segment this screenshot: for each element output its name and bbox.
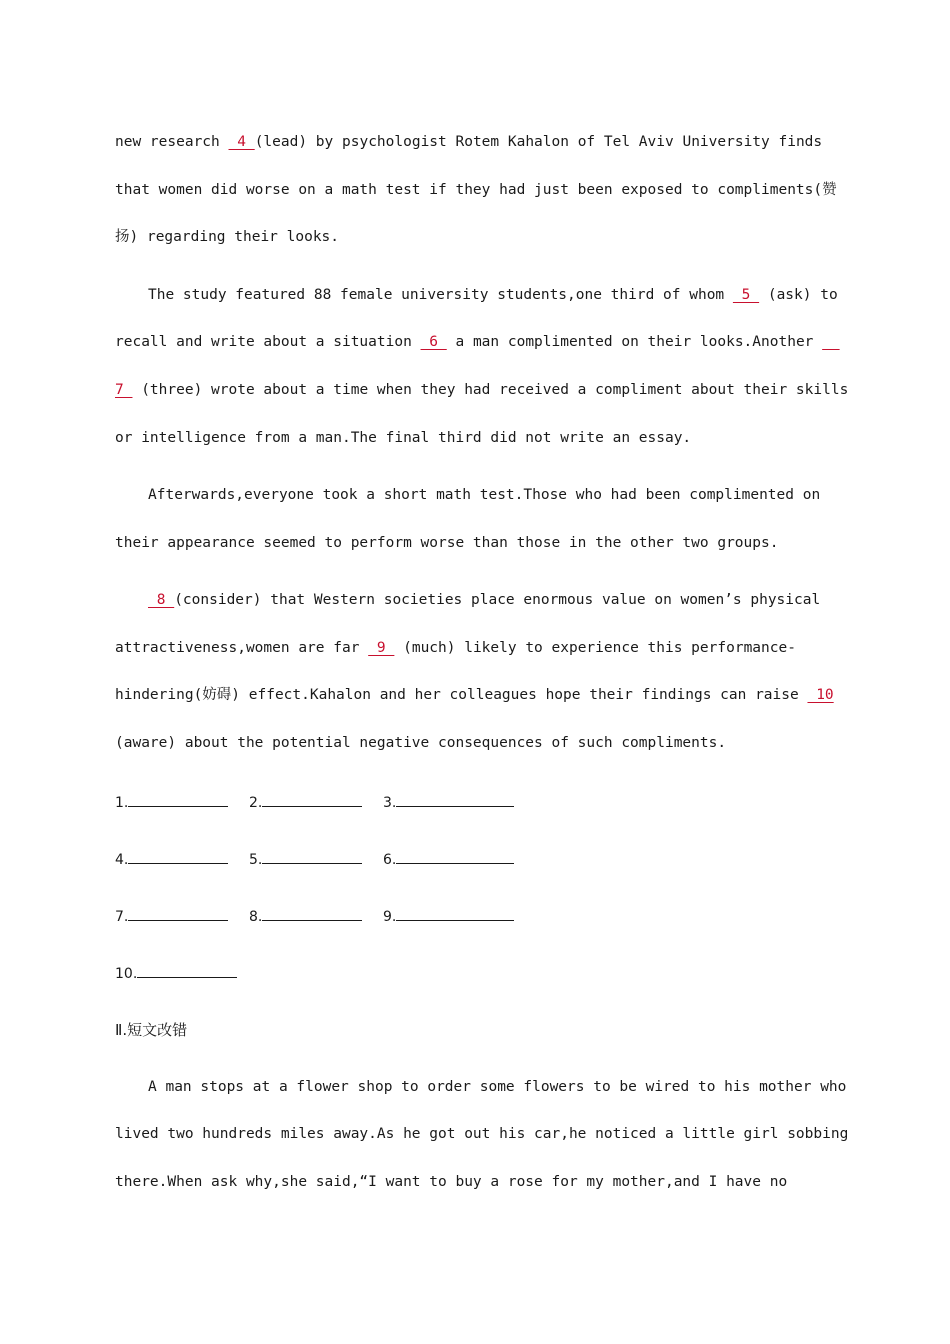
blank-6[interactable]: 6 <box>420 334 447 350</box>
passage-line: or intelligence from a man.The final third did not write an essay. <box>115 430 692 446</box>
blank-7[interactable]: 7 <box>115 382 133 398</box>
answer-9[interactable]: 9. <box>383 906 514 925</box>
text: (much) likely to experience this performance- <box>394 640 796 656</box>
passage-line <box>115 132 822 152</box>
blank-7-start[interactable] <box>822 332 839 352</box>
text: The study featured 88 female university students,one third of whom <box>148 287 733 303</box>
passage-line: there.When ask why,she said,“I want to buy a rose for my mother,and I have no <box>115 1174 788 1190</box>
section-heading: Ⅱ.短文改错 <box>115 1021 188 1039</box>
passage-line: Afterwards,everyone took a short math test.Those who had been complimented on <box>148 487 821 503</box>
answer-10[interactable]: 10. <box>115 963 237 982</box>
answer-4[interactable]: 4. <box>115 849 228 868</box>
passage-line <box>148 590 820 610</box>
passage-line <box>115 380 848 400</box>
text: (lead) by psychologist Rotem Kahalon of Tel Aviv University finds <box>254 134 823 150</box>
answer-2[interactable]: 2. <box>249 792 362 811</box>
text: recall and write about a situation <box>115 334 421 350</box>
answer-8[interactable]: 8. <box>249 906 362 925</box>
blank-4[interactable]: 4 <box>228 134 255 150</box>
passage-line: 扬) regarding their looks. <box>115 229 340 245</box>
text: a man complimented on their looks.Another <box>446 334 823 350</box>
blank-9[interactable]: 9 <box>368 640 395 656</box>
passage-line <box>148 285 838 305</box>
text: hindering(妨碍) effect.Kahalon and her colleagues hope their findings can raise <box>115 687 808 703</box>
answer-5[interactable]: 5. <box>249 849 362 868</box>
answer-1[interactable]: 1. <box>115 792 228 811</box>
answer-6[interactable]: 6. <box>383 849 514 868</box>
answer-7[interactable]: 7. <box>115 906 228 925</box>
text: (consider) that Western societies place enormous value on women’s physical <box>174 592 821 608</box>
passage-line: that women did worse on a math test if they had just been exposed to compliments(赞 <box>115 182 837 198</box>
blank-5[interactable]: 5 <box>732 287 760 303</box>
blank-10[interactable]: 10 <box>807 687 834 703</box>
passage-line <box>115 685 834 705</box>
passage-line <box>115 332 840 352</box>
text: (ask) to <box>759 287 838 303</box>
answer-3[interactable]: 3. <box>383 792 514 811</box>
text: (three) wrote about a time when they had received a compliment about their skills <box>132 382 849 398</box>
passage-line: A man stops at a flower shop to order some flowers to be wired to his mother who <box>148 1079 847 1095</box>
text: attractiveness,women are far <box>115 640 369 656</box>
passage-line: their appearance seemed to perform worse than those in the other two groups. <box>115 535 779 551</box>
passage-line: lived two hundreds miles away.As he got out his car,he noticed a little girl sobbing <box>115 1126 849 1142</box>
blank-8[interactable]: 8 <box>148 592 175 608</box>
text: new research <box>115 134 229 150</box>
passage-line <box>115 638 796 658</box>
passage-line: (aware) about the potential negative consequences of such compliments. <box>115 735 727 751</box>
